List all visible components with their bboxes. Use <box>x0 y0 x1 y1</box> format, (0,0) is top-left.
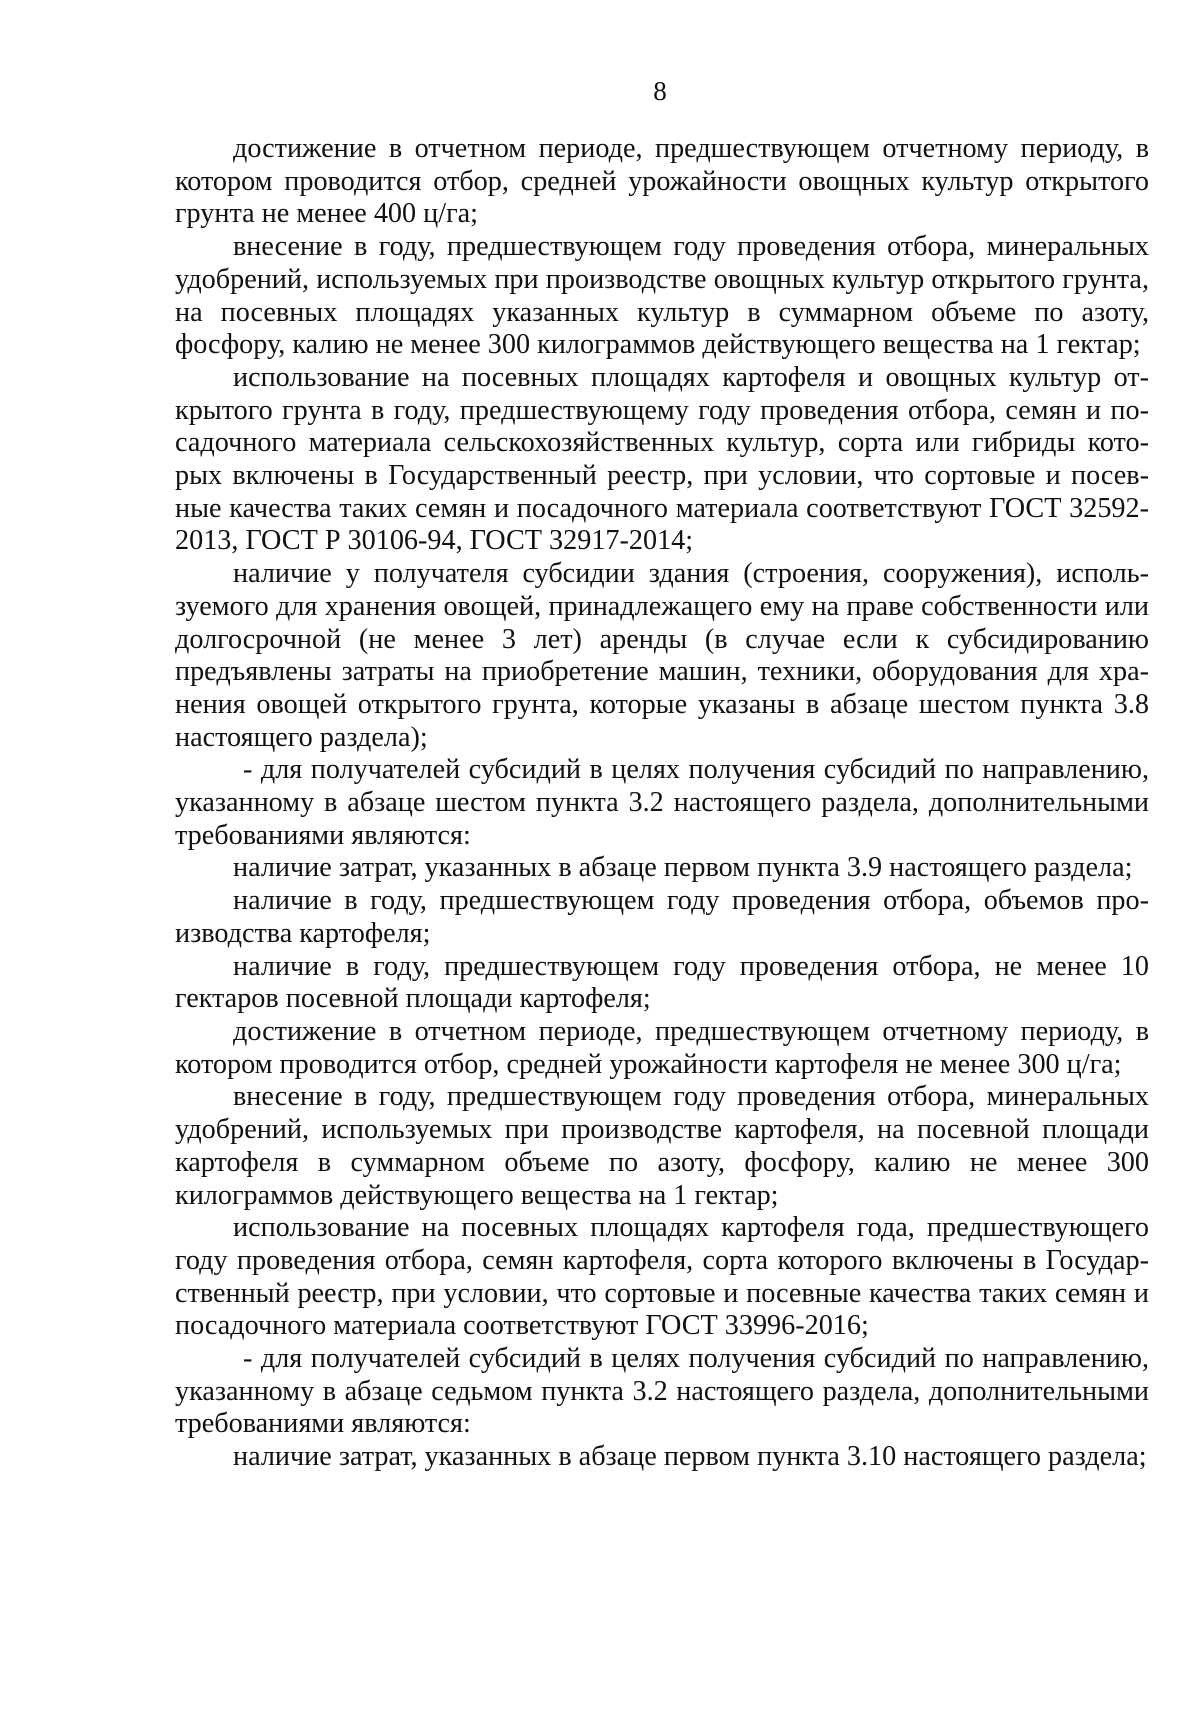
paragraph-urozhainost-kartofelya: достижение в отчетном периоде, предшествующем отчетному периоду, в котором проводится отбор, средней урожайности картофеля не менее 300 ц/га; <box>175 1015 1149 1080</box>
paragraph-trebovaniya-abzac-sedmoi: - для получателей субсидий в целях получения субсидий по направлению, указанному в абзаце седьмом пункта 3.2 настоящего раздела, дополнительными требованиями являются: <box>175 1343 1149 1440</box>
paragraph-zatraty-3-10: наличие затрат, указанных в абзаце первом пункта 3.10 настоящего раздела; <box>233 1441 1147 1473</box>
paragraph-zatraty-3-9: наличие затрат, указанных в абзаце первом пункта 3.9 настоящего раздела; <box>233 852 1133 884</box>
paragraph-ploshchad-kartofelya: наличие в году, предшествующем году проведения отбора, не менее 10 гектаров посевной площади картофеля; <box>175 950 1149 1015</box>
paragraph-zdanie-hranenie: наличие у получателя субсидии здания (строения, сооружения), используемого для хранения овощей, принадлежащего ему на праве собственности или долгосрочной (не менее 3 лет) аренды (в случае если к субсидированию предъявлены затраты на приобретение машин, техники, оборудования для хранения овощей открытого грунта, которые указаны в абзаце шестом пункта 3.8 настоящего раздела); <box>175 558 1149 753</box>
page-number: 8 <box>653 76 667 106</box>
paragraph-semena-kartofelya-gost: использование на посевных площадях картофеля года, предшествующего году проведения отбора, семян картофеля, сорта которого включены в Государственный реестр, при условии, что сортовые и посевные качества таких семян и посадочного материала соответствуют ГОСТ 33996-2016; <box>175 1212 1149 1342</box>
paragraph-udobreniya-ovoshchi: внесение в году, предшествующем году проведения отбора, минеральных удобрений, используемых при производстве овощных культур открытого грунта, на посевных площадях указанных культур в суммарном объеме по азоту, фосфору, калию не менее 300 килограммов действующего вещества на 1 гектар; <box>175 231 1149 361</box>
paragraph-semena-gost: использование на посевных площадях картофеля и овощных культур открытого грунта в году, предшествующему году проведения отбора, семян и посадочного материала сельскохозяйственных культур, сорта или гибриды которых включены в Государственный реестр, при условии, что сортовые и посевные качества таких семян и посадочного материала соответствуют ГОСТ 32592-2013, ГОСТ Р 30106-94, ГОСТ 32917-2014; <box>175 361 1149 557</box>
document-body <box>175 133 1149 1474</box>
paragraph-urozhainost-ovoshchi: достижение в отчетном периоде, предшествующем отчетному периоду, в котором проводится отбор, средней урожайности овощных культур открытого грунта не менее 400 ц/га; <box>175 133 1149 230</box>
paragraph-obem-kartofelya: наличие в году, предшествующем году проведения отбора, объемов производства картофеля; <box>175 885 1149 949</box>
paragraph-trebovaniya-abzac-shestoi: - для получателей субсидий в целях получения субсидий по направлению, указанному в абзаце шестом пункта 3.2 настоящего раздела, дополнительными требованиями являются: <box>175 754 1149 851</box>
paragraph-udobreniya-kartofel: внесение в году, предшествующем году проведения отбора, минеральных удобрений, используемых при производстве картофеля, на посевной площади картофеля в суммарном объеме по азоту, фосфору, калию не менее 300 килограммов действующего вещества на 1 гектар; <box>175 1081 1149 1211</box>
